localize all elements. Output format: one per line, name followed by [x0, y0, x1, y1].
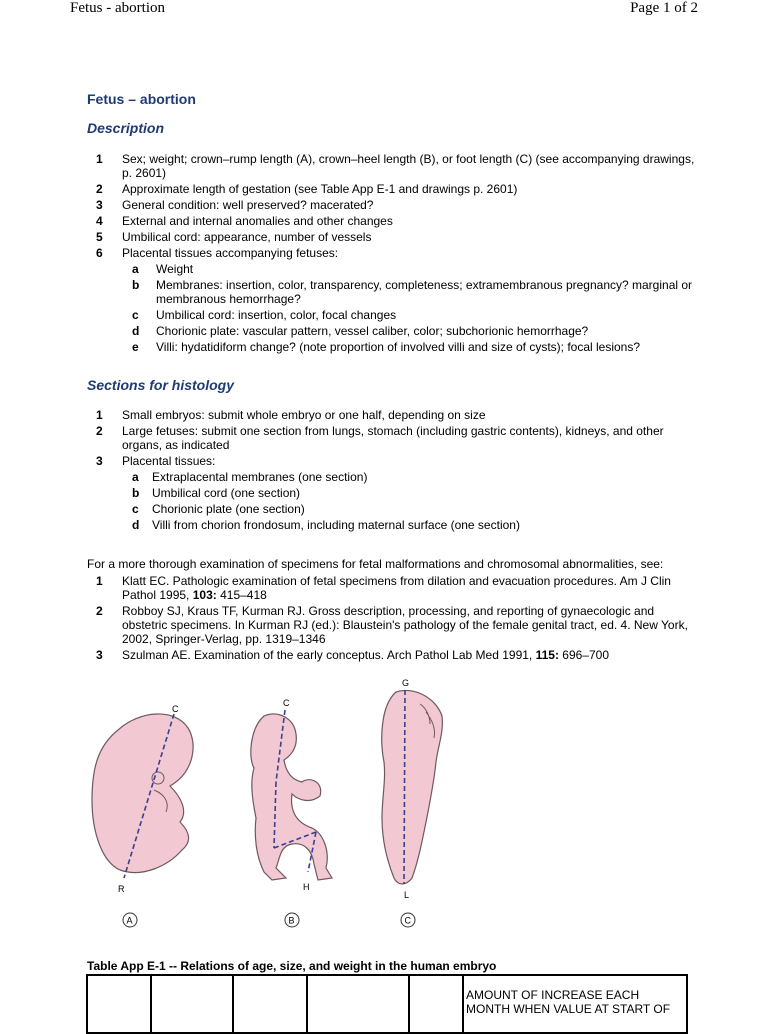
sub-list-item — [132, 262, 696, 276]
label-l: L — [404, 890, 410, 900]
item-number: 3 — [96, 454, 103, 468]
item-number: 1 — [96, 408, 103, 422]
item-text: General condition: well preserved? macerated? — [122, 198, 374, 212]
table-cell — [409, 975, 463, 1033]
list-item — [96, 246, 696, 260]
fetus-a-body — [92, 714, 193, 873]
drawing-c — [382, 678, 443, 927]
age-size-weight-table — [86, 974, 688, 1034]
label-r: R — [118, 884, 125, 894]
description-list — [96, 152, 696, 354]
item-text: Small embryos: submit whole embryo or one half, depending on size — [122, 408, 486, 422]
item-text: Umbilical cord (one section) — [152, 486, 301, 500]
item-letter: d — [132, 518, 140, 532]
item-letter: b — [132, 486, 140, 500]
item-text: Villi: hydatidiform change? (note proportion of involved villi and size of cysts); focal lesions? — [156, 340, 641, 354]
page-header-title: Fetus - abortion — [70, 0, 165, 16]
item-text: Weight — [156, 262, 194, 276]
list-item — [96, 454, 696, 468]
item-text: Placental tissues accompanying fetuses: — [122, 246, 339, 260]
histology-list — [96, 408, 696, 532]
item-text: Chorionic plate: vascular pattern, vessel caliber, color; subchorionic hemorrhage? — [156, 324, 589, 338]
page-number: Page 1 of 2 — [630, 0, 698, 16]
document-title: Fetus – abortion — [87, 91, 196, 107]
label-g: G — [402, 678, 410, 688]
item-text: Umbilical cord: appearance, number of vessels — [122, 230, 372, 244]
references-intro: For a more thorough examination of specimens for fetal malformations and chromosomal abnormalities, see: — [87, 557, 664, 571]
item-letter: c — [132, 502, 139, 516]
list-item — [96, 152, 696, 180]
item-text: External and internal anomalies and other changes — [122, 214, 393, 228]
sub-list-item — [132, 486, 696, 500]
item-number: 2 — [96, 182, 103, 196]
item-letter: e — [132, 340, 139, 354]
table-cell — [307, 975, 409, 1033]
item-text: Placental tissues: — [122, 454, 216, 468]
item-text: Approximate length of gestation (see Table App E-1 and drawings p. 2601) — [122, 182, 518, 196]
histology-heading: Sections for histology — [87, 377, 235, 393]
item-letter: a — [132, 470, 139, 484]
list-item — [96, 182, 696, 196]
sub-list-item — [132, 340, 696, 354]
sub-list-item — [132, 518, 696, 532]
sub-list-item — [132, 324, 696, 338]
item-number: 2 — [96, 424, 103, 438]
item-text: Extraplacental membranes (one section) — [152, 470, 368, 484]
panel-a-label: A — [126, 915, 133, 926]
reference-volume: 115: — [535, 648, 559, 662]
sub-list-item — [132, 502, 696, 516]
reference-text: Szulman AE. Examination of the early conceptus. Arch Pathol Lab Med 1991, — [122, 648, 536, 662]
reference-pages: 415–418 — [216, 588, 267, 602]
sub-list-item — [132, 278, 696, 306]
foot-c-shape — [382, 690, 443, 884]
sub-list-item — [132, 470, 696, 484]
label-c-a: C — [172, 704, 179, 714]
fetus-b-body — [251, 714, 332, 880]
item-number: 3 — [96, 198, 103, 212]
reference-text: Robboy SJ, Kraus TF, Kurman RJ. Gross description, processing, and reporting of gynaecologic and obstetric specimens. In Kurman RJ (ed.): Blaustein's pathology of the female genital tract, ed. 4. New York, 2002, Springer-Verlag, pp. 1319–1346 — [122, 604, 688, 646]
label-h: H — [303, 882, 310, 892]
item-number: 3 — [96, 648, 103, 662]
table-header-cell: AMOUNT OF INCREASE EACH MONTH WHEN VALUE AT START OF — [463, 975, 687, 1033]
panel-c-label: C — [404, 915, 411, 926]
item-text: Umbilical cord: insertion, color, focal changes — [156, 308, 397, 322]
list-item — [96, 408, 696, 422]
reference-item — [96, 648, 696, 662]
description-heading: Description — [87, 120, 165, 136]
item-number: 5 — [96, 230, 103, 244]
item-letter: b — [132, 278, 140, 292]
label-c-b: C — [283, 698, 290, 708]
item-letter: d — [132, 324, 140, 338]
reference-item — [96, 574, 696, 602]
list-item — [96, 214, 696, 228]
item-number: 1 — [96, 152, 103, 166]
panel-b-label: B — [288, 915, 295, 926]
references-list — [96, 574, 696, 662]
list-item — [96, 198, 696, 212]
drawing-a — [92, 704, 193, 927]
sub-list-item — [132, 308, 696, 322]
item-text: Chorionic plate (one section) — [152, 502, 305, 516]
item-number: 2 — [96, 604, 103, 618]
item-letter: a — [132, 262, 139, 276]
item-number: 6 — [96, 246, 103, 260]
table-cell — [151, 975, 233, 1033]
item-text: Large fetuses: submit one section from lungs, stomach (including gastric contents), kidneys, and other organs, as indicated — [122, 424, 664, 452]
reference-volume: 103: — [192, 588, 217, 602]
item-text: Villi from chorion frondosum, including maternal surface (one section) — [152, 518, 520, 532]
item-number: 4 — [96, 214, 103, 228]
reference-item — [96, 604, 696, 646]
reference-text: Klatt EC. Pathologic examination of fetal specimens from dilation and evacuation procedures. Am J Clin Pathol 1995, — [122, 574, 671, 602]
table-cell — [87, 975, 151, 1033]
item-text: Membranes: insertion, color, transparency, completeness; extramembranous pregnancy? marginal or membranous hemorrhage? — [156, 278, 693, 306]
table-cell — [233, 975, 307, 1033]
item-text: Sex; weight; crown–rump length (A), crown–heel length (B), or foot length (C) (see accompanying drawings, p. 2601) — [122, 152, 695, 180]
fetal-measurement-drawings — [80, 672, 460, 932]
item-letter: c — [132, 308, 139, 322]
list-item — [96, 230, 696, 244]
reference-pages: 696–700 — [558, 648, 609, 662]
table-header-row — [87, 975, 687, 1033]
list-item — [96, 424, 696, 452]
table-caption: Table App E-1 -- Relations of age, size, and weight in the human embryo — [87, 959, 497, 973]
drawing-b — [251, 698, 332, 927]
item-number: 1 — [96, 574, 103, 588]
